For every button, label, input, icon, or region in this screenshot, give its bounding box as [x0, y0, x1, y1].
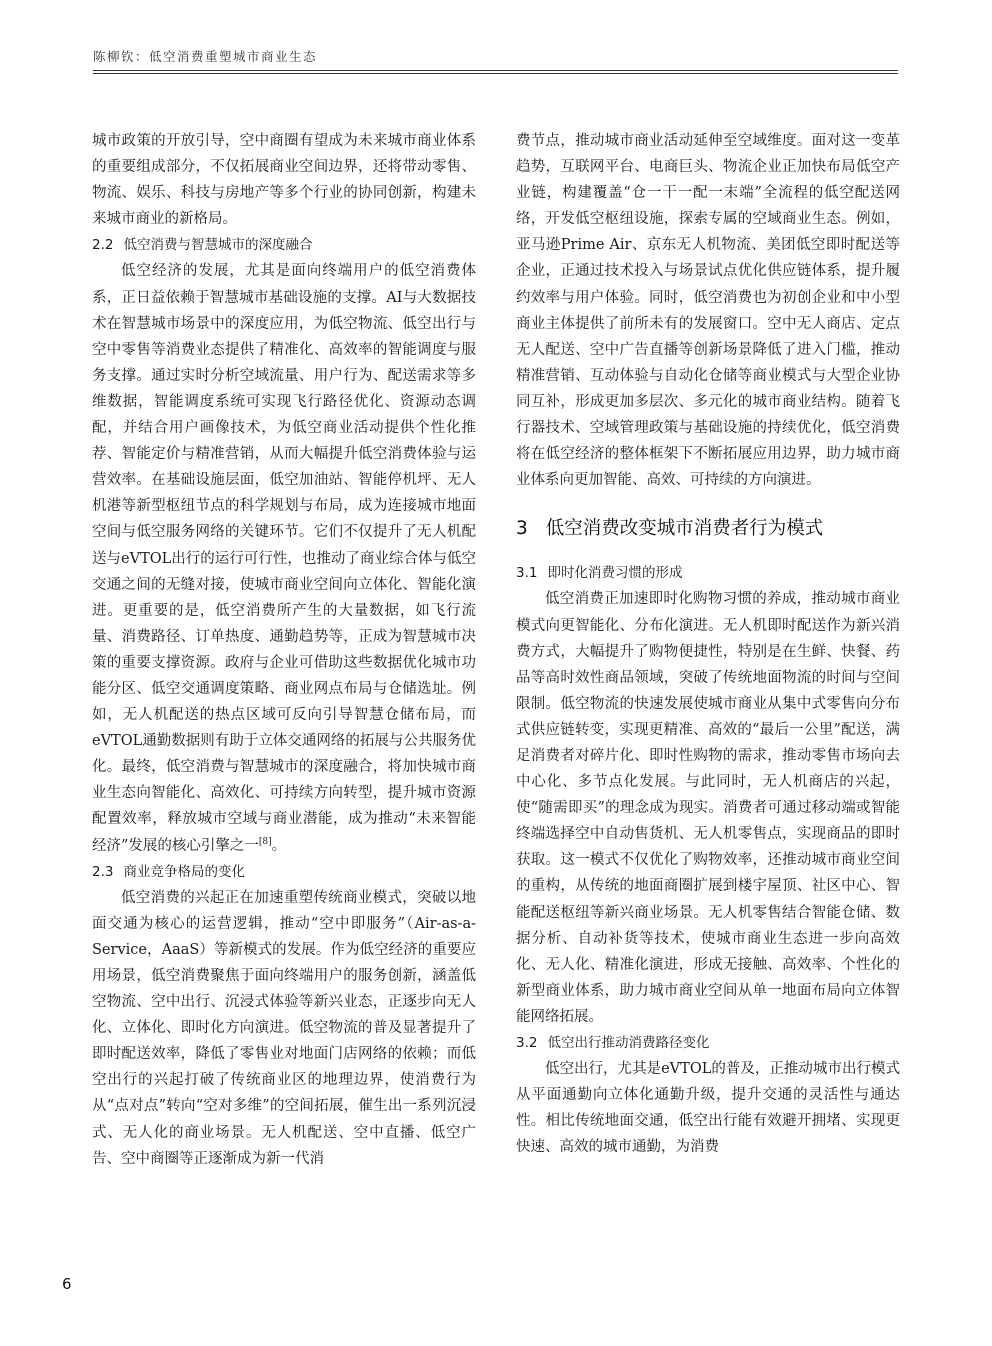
section-3-heading — [516, 515, 900, 543]
section-number: 3.1 — [516, 565, 538, 582]
section-title: 低空消费改变城市消费者行为模式 — [545, 518, 824, 540]
header-rule-top — [93, 70, 898, 71]
section-3-1-paragraph: 低空消费正加速即时化购物习惯的养成，推动城市商业模式向更智能化、分布化演进。无人机即时配送作为新兴消费方式，大幅提升了购物便捷性，特别是在生鲜、快餐、药品等高时效性商品领域，突破了传统地面物流的时间与空间限制。低空物流的快速发展使城市商业从集中式零售向分布式供应链转变，实现更精准、高效的“最后一公里”配送，满足消费者对碎片化、即时性购物的需求，推动零售市场向去中心化、多节点化发展。与此同时，无人机商店的兴起，使“随需即买”的理念成为现实。消费者可通过移动端或智能终端选择空中自动售货机、无人机零售点，实现商品的即时获取。这一模式不仅优化了购物效率，还推动城市商业空间的重构，从传统的地面商圈扩展到楼宇屋顶、社区中心、智能配送枢纽等新兴商业场景。无人机零售结合智能仓储、数据分析、自动补货等技术，使城市商业生态进一步向高效化、无人化、精准化演进，形成无接触、高效率、个性化的新型商业体系，助力城市商业空间从单一地面布局向立体智能网络拓展。 — [516, 591, 900, 1025]
section-number: 3.2 — [516, 1035, 538, 1051]
section-title: 低空出行推动消费路径变化 — [547, 1035, 710, 1051]
section-2-2-heading — [92, 232, 476, 258]
header-rule-bottom — [93, 73, 898, 74]
section-title: 低空消费与智慧城市的深度融合 — [123, 237, 313, 254]
page-number: 6 — [62, 1275, 72, 1293]
paragraph-continued: 城市政策的开放引导，空中商圈有望成为未来城市商业体系的重要组成部分，不仅拓展商业空间边界，还将带动零售、物流、娱乐、科技与房地产等多个行业的协同创新，构建未来城市商业的新格局。 — [92, 133, 476, 228]
section-number: 2.3 — [92, 863, 114, 880]
section-3-2-heading — [516, 1030, 900, 1056]
paragraph-continued: 费节点，推动城市商业活动延伸至空域维度。面对这一变革趋势，互联网平台、电商巨头、物流企业正加快布局低空产业链，构建覆盖“仓一干一配一末端”全流程的低空配送网络，开发低空枢纽设施，探索专属的空域商业生态。例如，亚马逊Prime Air、京东无人机物流、美团低空即时配送等企业，正通过技术投入与场景试点优化供应链体系，提升履约效率与用户体验。同时，低空消费也为初创企业和中小型商业主体提供了前所未有的发展窗口。空中无人商店、定点无人配送、空中广告直播等创新场景降低了进入门槛，推动精准营销、互动体验与自动化仓储等商业模式与大型企业协同互补，形成更加多层次、多元化的城市商业结构。随着飞行器技术、空域管理政策与基础设施的持续优化，低空消费将在低空经济的整体框架下不断拓展应用边界，助力城市商业体系向更加智能、高效、可持续的方向演进。 — [516, 133, 900, 489]
right-column — [516, 128, 900, 1160]
section-3-1-heading — [516, 560, 900, 586]
section-number: 2.2 — [92, 237, 114, 254]
paragraph-text: 低空经济的发展，尤其是面向终端用户的低空消费体系，正日益依赖于智慧城市基础设施的支撑。AI与大数据技术在智慧城市场景中的深度应用，为低空物流、低空出行与空中零售等消费业态提供了精准化、高效率的智能调度与服务支撑。通过实时分析空域流量、用户行为、配送需求等多维数据，智能调度系统可实现飞行路径优化、资源动态调配，并结合用户画像技术，为低空商业活动提供个性化推荐、智能定价与精准营销，从而大幅提升低空消费体验与运营效率。在基础设施层面，低空加油站、智能停机坪、无人机港等新型枢纽节点的科学规划与布局，成为连接城市地面空间与低空服务网络的关键环节。它们不仅提升了无人机配送与eVTOL出行的运行可行性，也推动了商业综合体与低空交通之间的无缝对接，使城市商业空间向立体化、智能化演进。更重要的是，低空消费所产生的大量数据，如飞行流量、消费路径、订单热度、通勤趋势等，正成为智慧城市决策的重要支撑资源。政府与企业可借助这些数据优化城市功能分区、低空交通调度策略、商业网点布局与仓储选址。例如，无人机配送的热点区域可反向引导智慧仓储布局，而eVTOL通勤数据则有助于立体交通网络的拓展与公共服务优化。最终，低空消费与智慧城市的深度融合，将加快城市商业生态向智能化、高效化、可持续方向转型，提升城市资源配置效率，释放城市空域与商业潜能，成为推动“未来智能经济”发展的核心引擎之一 — [92, 263, 476, 854]
running-title: 陈柳钦：低空消费重塑城市商业生态 — [93, 49, 318, 64]
section-2-2-paragraph — [92, 258, 476, 858]
citation-ref: [8] — [258, 836, 272, 847]
section-title: 商业竞争格局的变化 — [123, 863, 245, 880]
section-title: 即时化消费习惯的形成 — [547, 565, 683, 582]
section-number: 3 — [516, 518, 528, 540]
section-2-3-heading — [92, 859, 476, 885]
left-column — [92, 128, 476, 1172]
paragraph-end: 。 — [271, 837, 287, 854]
section-3-2-paragraph: 低空出行，尤其是eVTOL的普及，正推动城市出行模式从平面通勤向立体化通勤升级，提升交通的灵活性与通达性。相比传统地面交通，低空出行能有效避开拥堵、实现更快速、高效的城市通勤，为消费 — [516, 1061, 900, 1156]
section-2-3-paragraph: 低空消费的兴起正在加速重塑传统商业模式，突破以地面交通为核心的运营逻辑，推动“空中即服务”（Air-as-a-Service，AaaS）等新模式的发展。作为低空经济的重要应用场景，低空消费聚焦于面向终端用户的服务创新，涵盖低空物流、空中出行、沉浸式体验等新兴业态，正逐步向无人化、立体化、即时化方向演进。低空物流的普及显著提升了即时配送效率，降低了零售业对地面门店网络的依赖；而低空出行的兴起打破了传统商业区的地理边界，使消费行为从“点对点”转向“空对多维”的空间拓展，催生出一系列沉浸式、无人化的商业场景。无人机配送、空中直播、低空广告、空中商圈等正逐渐成为新一代消 — [92, 889, 476, 1167]
